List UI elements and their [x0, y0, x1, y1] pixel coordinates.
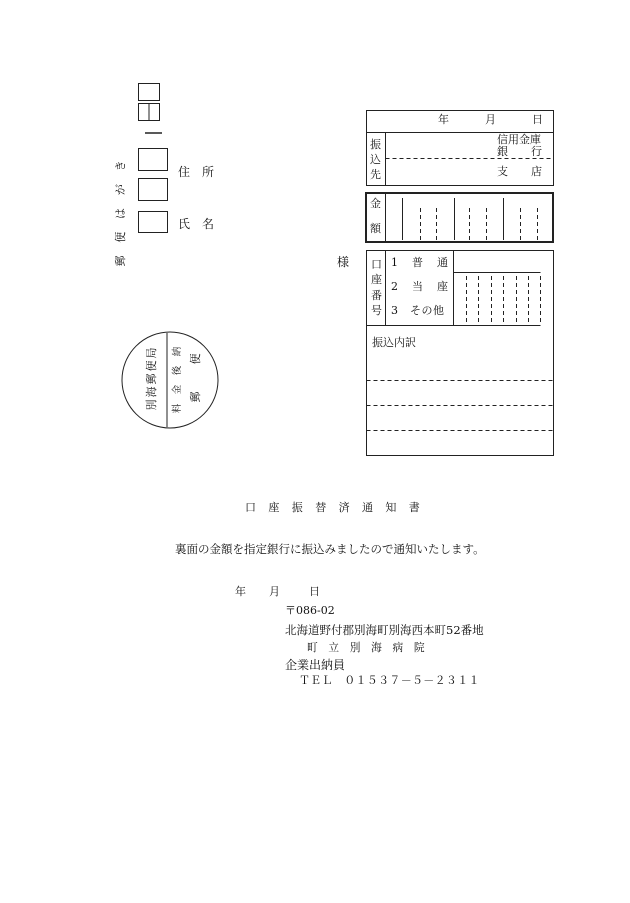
postmark-fee-line2: 郵 便 [189, 345, 202, 403]
account-type-other: 3 その他 [391, 304, 445, 317]
postal-box-large-3 [139, 212, 168, 233]
date-day-label: 日 [532, 113, 543, 126]
postmark-office: 別海郵便局 [145, 345, 158, 411]
notice-message: 裏面の金額を指定銀行に振込みましたので通知いたします。 [175, 542, 485, 556]
postal-box-large-2 [139, 179, 168, 201]
notice-title: 口 座 振 替 済 通 知 書 [245, 501, 421, 514]
account-type-current: 2 当 座 [391, 280, 450, 293]
sender-officer: 企業出納員 [285, 658, 346, 672]
date-month-label: 月 [485, 113, 496, 126]
sender-address: 北海道野付郡別海町別海西本町52番地 [285, 623, 484, 637]
amount-box [366, 193, 553, 242]
notice-date-day: 日 [309, 585, 320, 598]
honorific: 様 [337, 255, 350, 269]
sender-organization: 町 立 別 海 病 院 [307, 641, 425, 654]
postal-box-large-1 [139, 149, 168, 171]
branch-label: 支 店 [497, 165, 548, 178]
account-label-char: 口 [371, 258, 382, 271]
account-label-char: 番 [371, 289, 382, 302]
postmark-fee-line1: 料 金 後 納 [172, 346, 183, 414]
sender-telephone: ＴＥＬ ０１５３７－５－２３１１ [299, 674, 480, 687]
notice-date-year: 年 [235, 585, 246, 598]
bank-label: 銀 行 [497, 145, 548, 158]
amount-label-char: 額 [370, 222, 381, 235]
destination-label-char: 振 [370, 138, 381, 151]
account-label-char: 号 [371, 304, 382, 317]
account-type-ordinary: 1 普 通 [391, 256, 450, 269]
sender-postal-code: 〒086-02 [285, 604, 335, 617]
account-label-char: 座 [371, 273, 382, 286]
date-year-label: 年 [438, 113, 449, 126]
address-label: 住 所 [178, 165, 215, 179]
amount-label-char: 金 [370, 197, 381, 210]
postal-box-small-1 [139, 84, 160, 101]
postcard-label: 郵 便 は が き [114, 159, 127, 267]
name-label: 氏 名 [178, 217, 215, 231]
shinkin-label: 信用金庫 [497, 133, 541, 146]
breakdown-label: 振込内訳 [372, 336, 416, 349]
postmark-circle [122, 332, 218, 428]
destination-label-char: 込 [370, 153, 381, 166]
destination-label-char: 先 [370, 168, 381, 181]
notice-date-month: 月 [269, 585, 280, 598]
